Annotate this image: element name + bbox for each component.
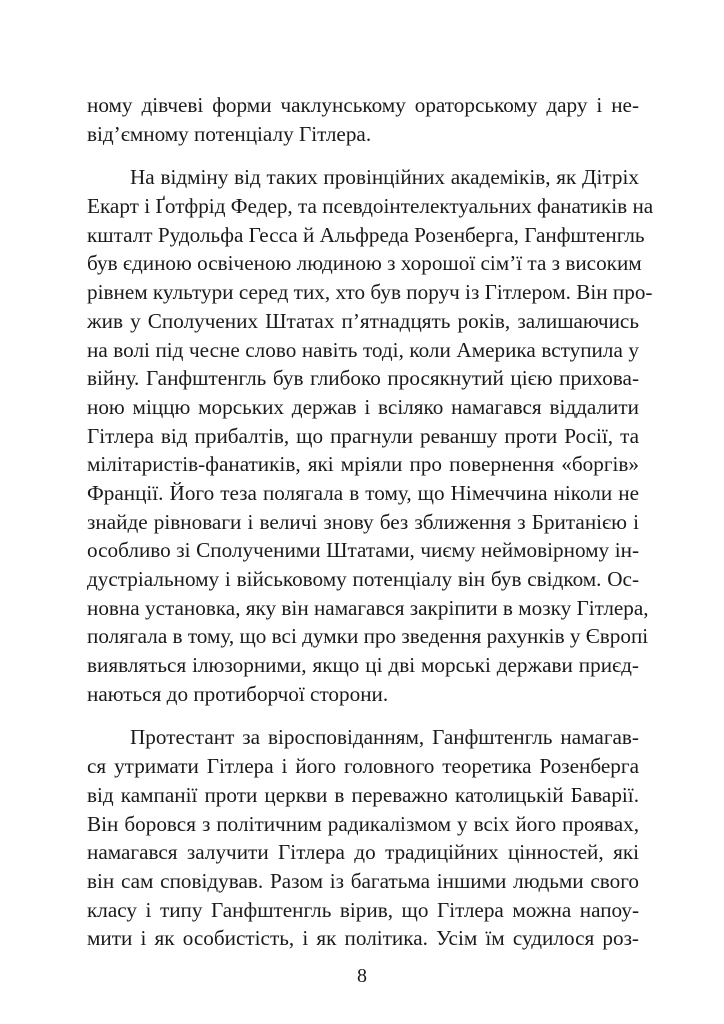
text-line: На відміну від таких провінційних академіків, як Дітріх bbox=[130, 165, 639, 190]
body-text bbox=[87, 91, 654, 953]
paragraph bbox=[87, 723, 639, 953]
text-line: кшталт Рудольфа Гесса й Альфреда Розенберга, Ганфштенгль bbox=[87, 222, 645, 247]
paragraph bbox=[87, 91, 639, 148]
text-line: мілітаристів-фанатиків, які мріяли про повернення «боргів» bbox=[87, 452, 639, 477]
text-line: на волі під чесне слово навіть тоді, коли Америка вступила у bbox=[87, 337, 639, 362]
text-line: намагався залучити Гітлера до традиційних цінностей, які bbox=[87, 840, 639, 865]
text-line: рівнем культури серед тих, хто був поруч із Гітлером. Він про- bbox=[87, 280, 653, 305]
text-line: новна установка, яку він намагався закріпити в мозку Гітлера, bbox=[87, 595, 649, 620]
text-line: виявляться ілюзорними, якщо ці дві морські держави приєд- bbox=[87, 653, 639, 678]
text-line: мити і як особистість, і як політика. Усім їм судилося роз- bbox=[87, 926, 639, 951]
text-line: Франції. Його теза полягала в тому, що Німеччина ніколи не bbox=[87, 480, 639, 505]
page-number: 8 bbox=[357, 965, 367, 987]
text-line: ся утримати Гітлера і його головного теоретика Розенберга bbox=[87, 754, 639, 779]
text-line: ною міццю морських держав і всіляко намагався віддалити bbox=[87, 394, 639, 419]
text-line: війну. Ганфштенгль був глибоко просякнутий цією прихова- bbox=[87, 366, 639, 391]
text-line: ному дівчеві форми чаклунському ораторському дару і не- bbox=[87, 93, 639, 117]
text-line: знайде рівноваги і величі знову без зближення з Британією і bbox=[87, 509, 639, 534]
text-line: від’ємному потенціалу Гітлера. bbox=[87, 121, 372, 146]
text-line: жив у Сполучених Штатах п’ятнадцять років, залишаючись bbox=[87, 308, 639, 333]
text-line: особливо зі Сполученими Штатами, чиєму неймовірному ін- bbox=[87, 538, 639, 563]
text-line: від кампанії проти церкви в переважно католицькій Баварії. bbox=[87, 782, 639, 807]
text-line: Екарт і Ґотфрід Федер, та псевдоінтелектуальних фанатиків на bbox=[87, 194, 654, 219]
paragraph-spacing bbox=[87, 148, 639, 163]
paragraph bbox=[87, 163, 654, 708]
paragraph-spacing bbox=[87, 708, 639, 723]
text-line: Гітлера від прибалтів, що прагнули реваншу проти Росії, та bbox=[87, 423, 639, 448]
text-line: наються до протиборчої сторони. bbox=[87, 681, 389, 706]
text-line: дустріальному і військовому потенціалу він був свідком. Ос- bbox=[87, 567, 639, 591]
text-line: класу і типу Ганфштенгль вірив, що Гітлера можна напоу- bbox=[87, 897, 639, 922]
text-line: полягала в тому, що всі думки про зведення рахунків у Європі bbox=[87, 624, 649, 649]
text-line: Він боровся з політичним радикалізмом у всіх його проявах, bbox=[87, 811, 639, 836]
text-line: був єдиною освіченою людиною з хорошої сім’ї та з високим bbox=[87, 251, 642, 276]
text-line: Протестант за віросповіданням, Ганфштенгль намагав- bbox=[130, 725, 639, 750]
text-line: він сам сповідував. Разом із багатьма іншими людьми свого bbox=[87, 868, 639, 893]
